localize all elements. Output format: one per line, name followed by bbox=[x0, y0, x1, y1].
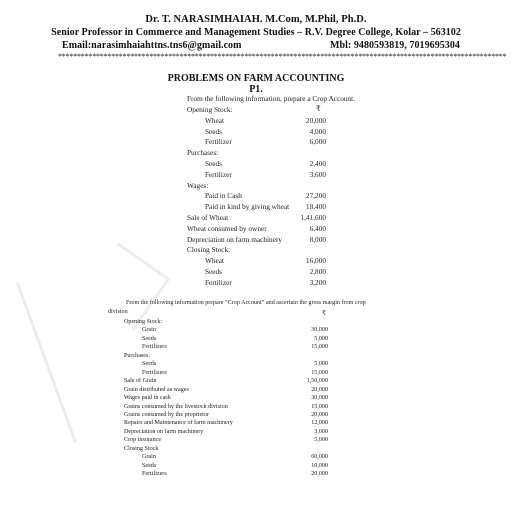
row-label: Wheat consumed by owner bbox=[187, 223, 267, 233]
header-divider: ********************************************************************************************************************** bbox=[58, 52, 507, 61]
row-label: Crop insurance bbox=[124, 437, 162, 444]
problem-1-heading: P1. bbox=[249, 84, 263, 95]
row-value: 4,000 bbox=[309, 126, 326, 136]
row-value: 5,000 bbox=[314, 361, 328, 368]
row-label: Opening Stock: bbox=[124, 319, 163, 325]
page-title: PROBLEMS ON FARM ACCOUNTING bbox=[167, 73, 345, 84]
row-label: Grain distributed as wages bbox=[124, 386, 189, 393]
row-value: 6,000 bbox=[309, 137, 326, 147]
row-label: Fertilizer bbox=[205, 277, 232, 287]
row-label: Fertilizers bbox=[142, 471, 167, 478]
row-label: Grains consumed by the proprietor bbox=[124, 411, 209, 418]
row-value: 3,000 bbox=[314, 428, 328, 435]
row-label: Purchases: bbox=[124, 352, 151, 359]
row-label: Fertilizers bbox=[142, 344, 167, 351]
row-value: 10,000 bbox=[311, 462, 328, 469]
row-value: 15,000 bbox=[311, 403, 328, 410]
row-value: 20,000 bbox=[305, 115, 326, 125]
row-label: Paid in kind by giving wheat bbox=[205, 202, 290, 212]
row-value: 30,000 bbox=[311, 327, 328, 334]
row-label: Seeds bbox=[142, 361, 157, 368]
row-label: Depreciation on farm machinery bbox=[187, 234, 283, 244]
row-value: 5,000 bbox=[314, 437, 328, 444]
row-value: 3,200 bbox=[309, 277, 326, 287]
row-label: Wages paid in cash bbox=[124, 395, 171, 402]
author-name: Dr. T. NARASIMHAIAH. M.Com, M.Phil, Ph.D. bbox=[145, 14, 367, 25]
currency-symbol: ₹ bbox=[316, 104, 321, 113]
row-label: Grain bbox=[142, 327, 156, 334]
row-value: 18,400 bbox=[305, 202, 326, 212]
row-value: 20,000 bbox=[311, 471, 328, 478]
row-value: 6,400 bbox=[309, 223, 326, 233]
row-value: 8,000 bbox=[309, 234, 326, 244]
row-value: 60,000 bbox=[311, 454, 328, 461]
row-label: Sale of Wheat bbox=[187, 213, 229, 222]
row-value: 2,800 bbox=[309, 267, 326, 276]
row-label: Seeds bbox=[142, 335, 157, 342]
row-label: Purchases: bbox=[187, 148, 219, 158]
row-label: Grain bbox=[142, 454, 156, 461]
row-label: Seeds bbox=[205, 159, 223, 168]
row-label: Closing Stock bbox=[124, 445, 159, 452]
row-value: 1,50,000 bbox=[306, 378, 328, 385]
row-label: Fertilizers bbox=[142, 369, 167, 376]
row-value: 15,000 bbox=[311, 344, 328, 351]
row-label: Seeds bbox=[142, 462, 157, 469]
row-value: 20,000 bbox=[311, 386, 328, 393]
row-label: Wages: bbox=[187, 180, 209, 190]
row-value: 3,600 bbox=[309, 169, 326, 179]
row-value: 12,000 bbox=[311, 420, 328, 427]
watermark-mark bbox=[16, 227, 227, 442]
row-value: 15,000 bbox=[311, 369, 328, 376]
row-label: Paid in Cash bbox=[205, 191, 242, 201]
problem-1-intro: From the following information, prepare a Crop Account. bbox=[187, 94, 355, 103]
row-value: 5,000 bbox=[314, 335, 328, 342]
author-email: Email:narasimhaiahttns.tns6@gmail.com bbox=[62, 40, 242, 51]
row-label: Opening Stock: bbox=[187, 105, 233, 114]
row-label: Fertilizer bbox=[205, 169, 232, 179]
row-label: Depreciation on farm machinery bbox=[124, 428, 204, 435]
row-value: 20,000 bbox=[311, 411, 328, 418]
watermark-mark-2 bbox=[83, 243, 171, 334]
row-label: Seeds bbox=[205, 267, 223, 276]
row-value: 2,400 bbox=[309, 159, 326, 168]
problem-2-intro-cont: division bbox=[108, 309, 128, 315]
row-label: Seeds bbox=[205, 126, 223, 136]
row-label: Wheat bbox=[205, 115, 225, 125]
row-value: 27,200 bbox=[305, 191, 326, 201]
row-label: Sale of Grain bbox=[124, 378, 157, 385]
currency-symbol: ₹ bbox=[322, 311, 326, 317]
row-label: Fertilizer bbox=[205, 137, 232, 147]
author-position: Senior Professor in Commerce and Management Studies – R.V. Degree College, Kolar – 563102 bbox=[51, 27, 461, 38]
row-value: 16,000 bbox=[305, 256, 326, 266]
row-label: Repairs and Maintenance of farm machinery bbox=[124, 420, 233, 427]
row-label: Closing Stock: bbox=[187, 245, 231, 255]
author-mobile: Mbl: 9480593819, 7019695304 bbox=[330, 40, 460, 51]
row-value: 30,000 bbox=[311, 395, 328, 402]
problem-2-intro: From the following information prepare “Crop Account” and ascertain the gross margin from crop bbox=[126, 300, 366, 306]
row-value: 1,41,600 bbox=[300, 213, 326, 222]
row-label: Wheat bbox=[205, 256, 225, 266]
row-label: Grains consumed by the livestock division bbox=[124, 403, 228, 410]
